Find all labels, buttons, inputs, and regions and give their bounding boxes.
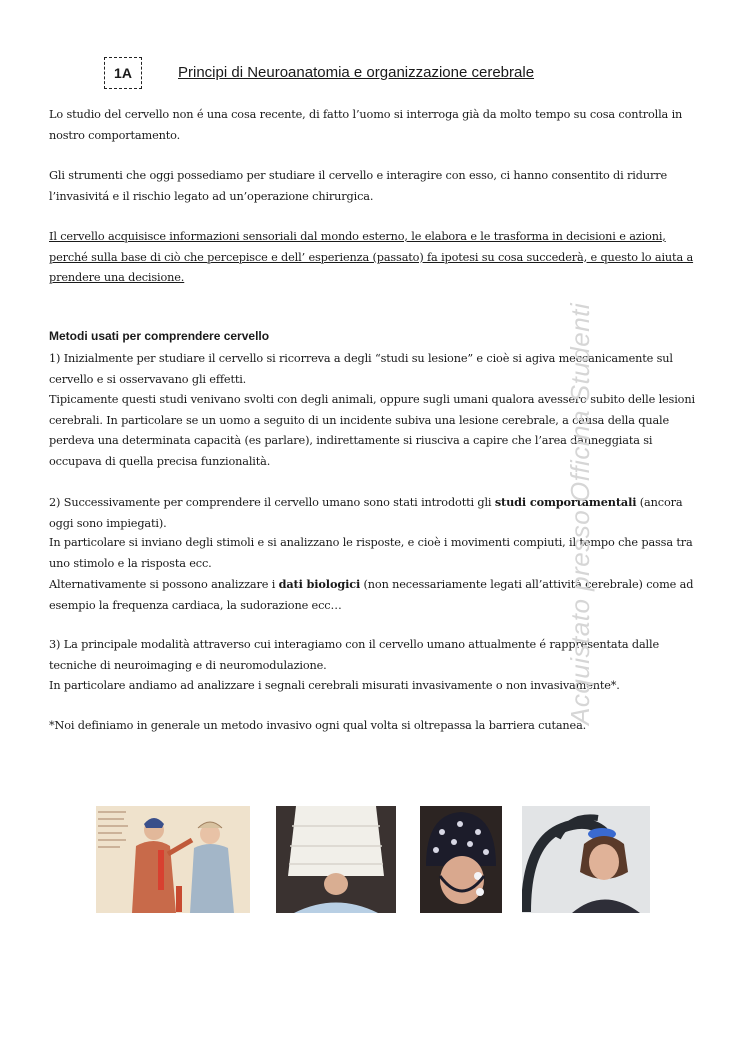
intro-paragraph-1: Lo studio del cervello non é una cosa recente, di fatto l’uomo si interroga già da molto tempo su cosa controlla in nostro comportamento. xyxy=(49,108,683,142)
method-2c-bold: dati biologici xyxy=(278,577,361,591)
method-2-detail: In particolare si inviano degli stimoli e si analizzano le risposte, e cioè i movimenti compiuti, il tempo che passa tra uno stimolo e la risposta ecc. xyxy=(49,536,693,570)
method-2-alternative xyxy=(49,574,695,616)
method-2-paragraph xyxy=(49,492,695,534)
method-2-text-b: (ancora oggi sono impiegati). xyxy=(49,496,683,530)
method-1-paragraph: 1) Inizialmente per studiare il cervello si ricorreva a degli “studi su lesione” e cioè si agiva meccanicamente sul cervello e si osservavano gli effetti. xyxy=(49,352,673,386)
page-title: Principi di Neuroanatomia e organizzazione cerebrale xyxy=(178,64,535,81)
intro-paragraph-2: Gli strumenti che oggi possediamo per studiare il cervello e interagire con esso, ci hanno consentito di ridurre l’invasivitá e il rischio legato ad un’operazione chirurgica. xyxy=(49,169,667,203)
tms-neuromodulation-image xyxy=(522,806,650,913)
method-3-detail: In particolare andiamo ad analizzare i segnali cerebrali misurati invasivamente o non invasivamente*. xyxy=(49,679,620,692)
method-2-bold: studi comportamentali xyxy=(494,495,637,509)
intro-paragraph-3: Il cervello acquisisce informazioni sensoriali dal mondo esterno, le elabora e le trasforma in decisioni e azioni, perché sulla base di ciò che percepisce e dell’ esperienza (passato) fa ipotesi su cosa succederà, e questo lo aiuta a prendere una decisione. xyxy=(49,230,694,284)
method-2-text-a: 2) Successivamente per comprendere il cervello umano sono stati introdotti gli xyxy=(49,496,495,509)
method-3-paragraph: 3) La principale modalità attraverso cui interagiamo con il cervello umano attualmente é rappresentata dalle tecniche di neuroimaging e di neuromodulazione. xyxy=(49,638,660,672)
method-1-detail: Tipicamente questi studi venivano svolti con degli animali, oppure sugli umani qualora avessero subito delle lesioni cerebrali. In particolare se un uomo a seguito di un incidente subiva una lesione cerebrale, a causa della quale perdeva una determinata capacità (es parlare), indirettamente si riusciva a capire che l’area danneggiata si occupava di quella precisa funzionalità. xyxy=(49,393,695,468)
medieval-surgery-image xyxy=(96,806,250,913)
method-2c-text-a: Alternativamente si possono analizzare i xyxy=(49,578,279,591)
section-badge: 1A xyxy=(104,57,142,89)
footnote: *Noi definiamo in generale un metodo invasivo ogni qual volta si oltrepassa la barriera cutanea. xyxy=(49,719,587,732)
watermark: Acquistato presso Officina Studenti xyxy=(565,302,595,725)
neuroimaging-device-image xyxy=(276,806,396,913)
eeg-cap-image xyxy=(420,806,502,913)
methods-heading: Metodi usati per comprendere cervello xyxy=(49,329,270,343)
method-2c-text-b: (non necessariamente legati all’attività cerebrale) come ad esempio la frequenza cardiaca, la sudorazione ecc… xyxy=(49,578,694,612)
